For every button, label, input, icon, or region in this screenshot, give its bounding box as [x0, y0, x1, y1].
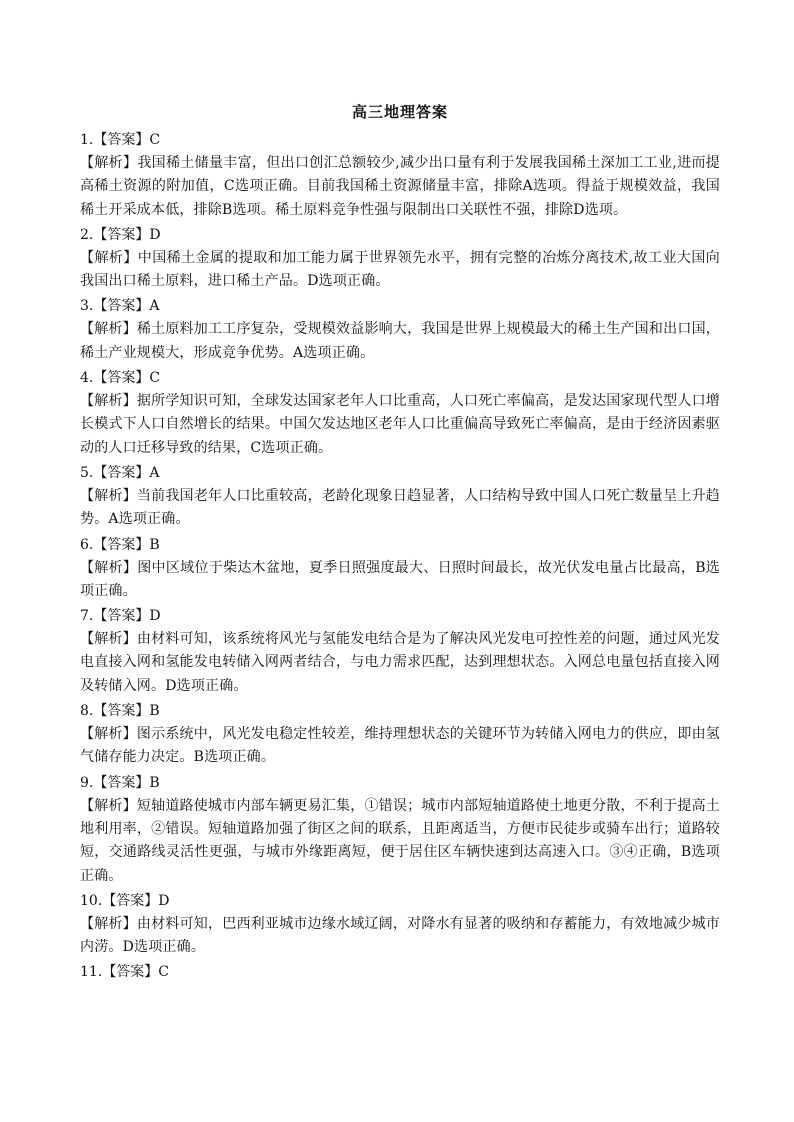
explanation-paragraph: 【解析】短轴道路使城市内部车辆更易汇集，①错误；城市内部短轴道路使土地更分散，不利于提高土地利用率，②错误。短轴道路加强了街区之间的联系，且距离适当，方便市民徒步或骑车出行；道路较短，交通路线灵活性更强，与城市外缘距离短，便于居住区车辆快速到达高速入口。③④正确，B选项正确。: [80, 797, 720, 884]
explanation-paragraph: 【解析】图示系统中，风光发电稳定性较差，维持理想状态的关键环节为转储入网电力的供应，即由氢气储存能力决定。B选项正确。: [80, 726, 720, 766]
answer-line: 11.【答案】C: [80, 964, 169, 981]
explanation-paragraph: 【解析】中国稀土金属的提取和加工能力属于世界领先水平，拥有完整的冶炼分离技术,故工业大国向我国出口稀土原料，进口稀土产品。D选项正确。: [80, 249, 720, 290]
answer-item: [80, 294, 720, 365]
answer-line: 4.【答案】C: [80, 370, 161, 387]
answer-item: [80, 366, 720, 460]
page-title: 高三地理答案: [351, 103, 448, 121]
answer-list: [80, 128, 720, 984]
answer-item: [80, 699, 720, 770]
answer-item: [80, 223, 720, 294]
answer-item: [80, 889, 720, 960]
explanation-paragraph: 【解析】稀土原料加工工序复杂，受规模效益影响大，我国是世界上规模最大的稀土生产国和出口国，稀土产业规模大，形成竞争优势。A选项正确。: [80, 321, 720, 361]
answer-line: 1.【答案】C: [80, 132, 161, 148]
answer-line: 3.【答案】A: [80, 298, 160, 315]
answer-line: 5.【答案】A: [80, 464, 160, 481]
explanation-paragraph: 【解析】当前我国老年人口比重较高，老龄化现象日趋显著，人口结构导致中国人口死亡数量呈上升趋势。A选项正确。: [80, 487, 720, 528]
answer-line: 2.【答案】D: [80, 226, 161, 243]
explanation-paragraph: 【解析】由材料可知，巴西利亚城市边缘水域辽阔，对降水有显著的吸纳和存蓄能力，有效地减少城市内涝。D选项正确。: [80, 915, 720, 956]
explanation-paragraph: 【解析】据所学知识可知，全球发达国家老年人口比重高，人口死亡率偏高，是发达国家现代型人口增长模式下人口自然增长的结果。中国欠发达地区老年人口比重偏高导致死亡率偏高，是由于经济因素驱动的人口迁移导致的结果，C选项正确。: [80, 393, 720, 456]
answer-item: [80, 533, 720, 604]
answer-item: [80, 960, 720, 984]
answer-line: 9.【答案】B: [80, 774, 160, 791]
answer-item: [80, 461, 720, 532]
answer-document: [80, 101, 720, 984]
answer-line: 8.【答案】B: [80, 703, 160, 720]
explanation-paragraph: 【解析】我国稀土储量丰富，但出口创汇总额较少,减少出口量有利于发展我国稀土深加工工业,进而提高稀土资源的附加值，C选项正确。目前我国稀土资源储量丰富，排除A选项。得益于规模效益，我国稀土开采成本低，排除B选项。稀土原料竞争性强与限制出口关联性不强，排除D选项。: [80, 155, 720, 218]
answer-line: 6.【答案】B: [80, 536, 160, 553]
explanation-paragraph: 【解析】由材料可知，该系统将风光与氢能发电结合是为了解决风光发电可控性差的问题，通过风光发电直接入网和氢能发电转储入网两者结合，与电力需求匹配，达到理想状态。入网总电量包括直接入网及转储入网。D选项正确。: [80, 631, 720, 694]
explanation-paragraph: 【解析】图中区域位于柴达木盆地，夏季日照强度最大、日照时间最长，故光伏发电量占比最高，B选项正确。: [80, 559, 720, 599]
answer-item: [80, 604, 720, 698]
answer-line: 7.【答案】D: [80, 608, 161, 625]
answer-line: 10.【答案】D: [80, 892, 170, 909]
answer-item: [80, 771, 720, 888]
answer-item: [80, 128, 720, 222]
